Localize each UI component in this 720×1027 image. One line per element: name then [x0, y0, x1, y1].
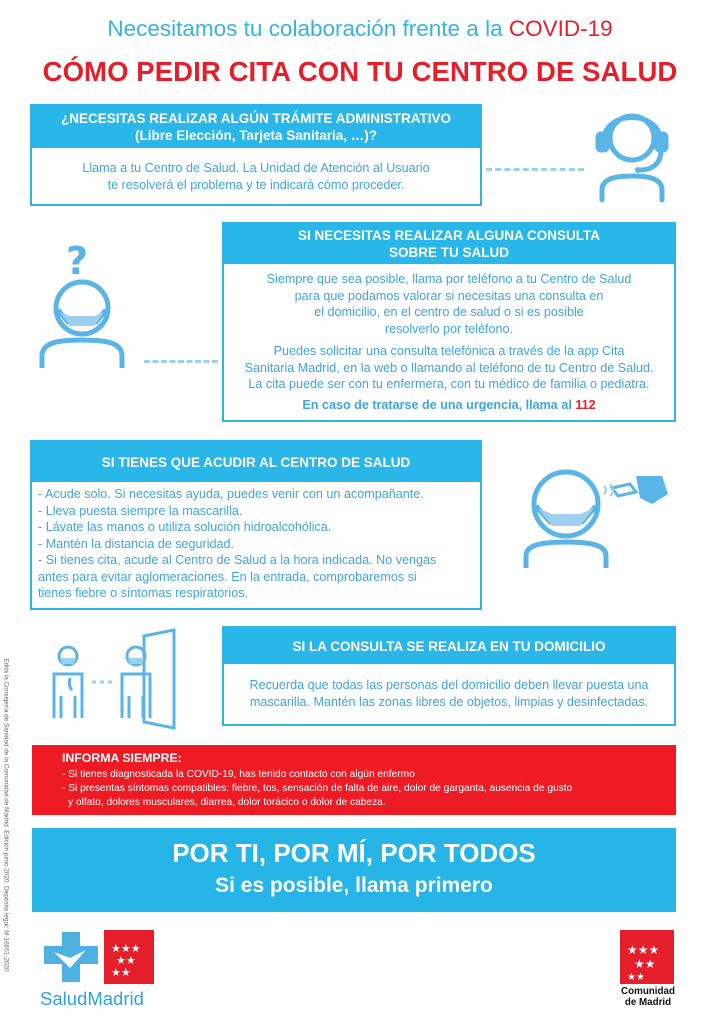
section-visit-center: [30, 440, 482, 610]
home-consultation-line2: mascarilla. Mantén las zonas libres de objetos, limpias y desinfectadas.: [249, 694, 649, 709]
consultation-p1-line2: para que podamos valorar si necesitas una consulta en: [294, 288, 604, 303]
section-consultation: [222, 222, 676, 422]
salud-madrid-cross-icon: [40, 930, 100, 984]
section-administrative-body-line1: Llama a tu Centro de Salud. La Unidad de Atención al Usuario: [82, 161, 430, 175]
visit-rule-3: - Lávate las manos o utiliza solución hidroalcohólica.: [38, 520, 332, 534]
section-administrative-title-line1: ¿NECESITAS REALIZAR ALGÚN TRÁMITE ADMINISTRATIVO: [61, 111, 451, 126]
question-person-icon: [36, 240, 132, 372]
visit-rule-7: tienes fiebre o síntomas respiratorios.: [38, 586, 248, 600]
section-home-consultation: [222, 626, 676, 726]
header-subtitle: [0, 16, 720, 42]
informa-line2: - Si presentas síntomas compatibles: fiebre, tos, sensación de falta de aire, dolor de garganta, ausencia de gusto: [62, 783, 573, 794]
section-administrative-body-line2: te resolverá el problema y te indicará cómo proceder.: [107, 177, 405, 192]
comunidad-madrid-wordmark: [608, 986, 688, 1008]
section-administrative-body: [32, 148, 480, 193]
visit-rule-4: - Mantén la distancia de seguridad.: [38, 536, 235, 551]
home-visit-icon: [48, 626, 182, 730]
informa-panel: [32, 745, 676, 815]
section-administrative-title: [32, 106, 480, 148]
svg-text:★★: ★★: [627, 972, 645, 983]
publication-credit-text: Edita la Consejería de Sanidad de la Comunidad de Madrid. Edición junio 2020. Depósito legal: M-16651-2020: [2, 658, 10, 972]
comunidad-madrid-line2: de Madrid: [624, 997, 672, 1008]
section-administrative: [30, 104, 482, 206]
consultation-p1-line3: el domicilio, en el centro de salud o si es posible: [314, 305, 584, 319]
section-visit-center-title: SI TIENES QUE ACUDIR AL CENTRO DE SALUD: [32, 442, 480, 482]
consultation-p2-line2: Sanitaria Madrid, en la web o llamando al teléfono de tu Centro de Salud.: [244, 360, 654, 375]
slogan-banner: [32, 828, 676, 912]
thermometer-person-icon: [512, 462, 672, 570]
header-subtitle-text: Necesitamos tu colaboración frente a la: [107, 16, 509, 41]
informa-title: INFORMA SIEMPRE:: [62, 751, 182, 765]
svg-text:★★: ★★: [111, 966, 131, 979]
salud-madrid-part2: Madrid: [87, 988, 144, 1009]
connector-dash-1: [486, 168, 584, 171]
comunidad-madrid-flag-icon: [620, 930, 674, 984]
home-consultation-line1: Recuerda que todas las personas del domicilio deben llevar puesta una: [249, 678, 649, 692]
slogan-line2: Si es posible, llama primero: [215, 874, 493, 897]
consultation-p2-line3: La cita puede ser con tu enfermera, con tu médico de familia o pediatra.: [248, 377, 650, 391]
consultation-p2-line1: Puedes solicitar una consulta telefónica a través de la app Cita: [273, 344, 625, 358]
section-consultation-title-line1: SI NECESITAS REALIZAR ALGUNA CONSULTA: [298, 228, 600, 243]
visit-rule-6: antes para evitar aglomeraciones. En la entrada, comprobaremos si: [38, 569, 417, 584]
section-consultation-body: [224, 264, 674, 413]
urgency-text: En caso de tratarse de una urgencia, llama al: [302, 397, 576, 412]
visit-rule-5: - Si tienes cita, acude al Centro de Salud a la hora indicada. No vengas: [38, 553, 437, 567]
svg-text:?: ?: [66, 240, 89, 283]
informa-line3: y olfato, dolores musculares, diarrea, dolor torácico o dolor de cabeza.: [68, 797, 386, 808]
headset-operator-icon: [594, 100, 672, 206]
urgency-notice: [224, 397, 674, 414]
comunidad-madrid-line1: Comunidad: [621, 986, 675, 997]
svg-text:★★★: ★★★: [627, 943, 660, 957]
consultation-p1-line4: resolverlo por teléfono.: [384, 321, 514, 336]
urgency-number: 112: [575, 397, 596, 412]
svg-text:★★: ★★: [634, 957, 656, 971]
visit-rule-1: - Acude solo. Si necesitas ayuda, puedes venir con un acompañante.: [38, 487, 424, 501]
section-consultation-title-line2: SOBRE TU SALUD: [388, 245, 509, 260]
salud-madrid-part1: Salud: [40, 988, 88, 1009]
header-subtitle-highlight: COVID-19: [508, 16, 613, 41]
svg-text:★★★: ★★★: [111, 942, 141, 955]
publication-credit: [0, 620, 12, 1010]
section-home-consultation-body: [224, 664, 674, 710]
page-title: CÓMO PEDIR CITA CON TU CENTRO DE SALUD: [42, 56, 678, 87]
slogan-line1: POR TI, POR MÍ, POR TODOS: [172, 838, 536, 868]
svg-text:★★: ★★: [116, 954, 136, 967]
section-home-consultation-title: SI LA CONSULTA SE REALIZA EN TU DOMICILIO: [224, 628, 674, 664]
madrid-flag-icon: [104, 930, 154, 984]
consultation-p1-line1: Siempre que sea posible, llama por teléfono a tu Centro de Salud: [266, 272, 632, 286]
visit-rule-2: - Lleva puesta siempre la mascarilla.: [38, 503, 243, 518]
informa-line1: - Si tienes diagnosticada la COVID-19, has tenido contacto con algún enfermo: [62, 769, 415, 780]
connector-dash-2: [144, 360, 218, 363]
section-visit-center-body: [32, 482, 480, 602]
salud-madrid-wordmark: [40, 988, 144, 1010]
section-administrative-title-line2: (Libre Elección, Tarjeta Sanitaria, …)?: [134, 128, 378, 143]
section-consultation-title: [224, 224, 674, 264]
